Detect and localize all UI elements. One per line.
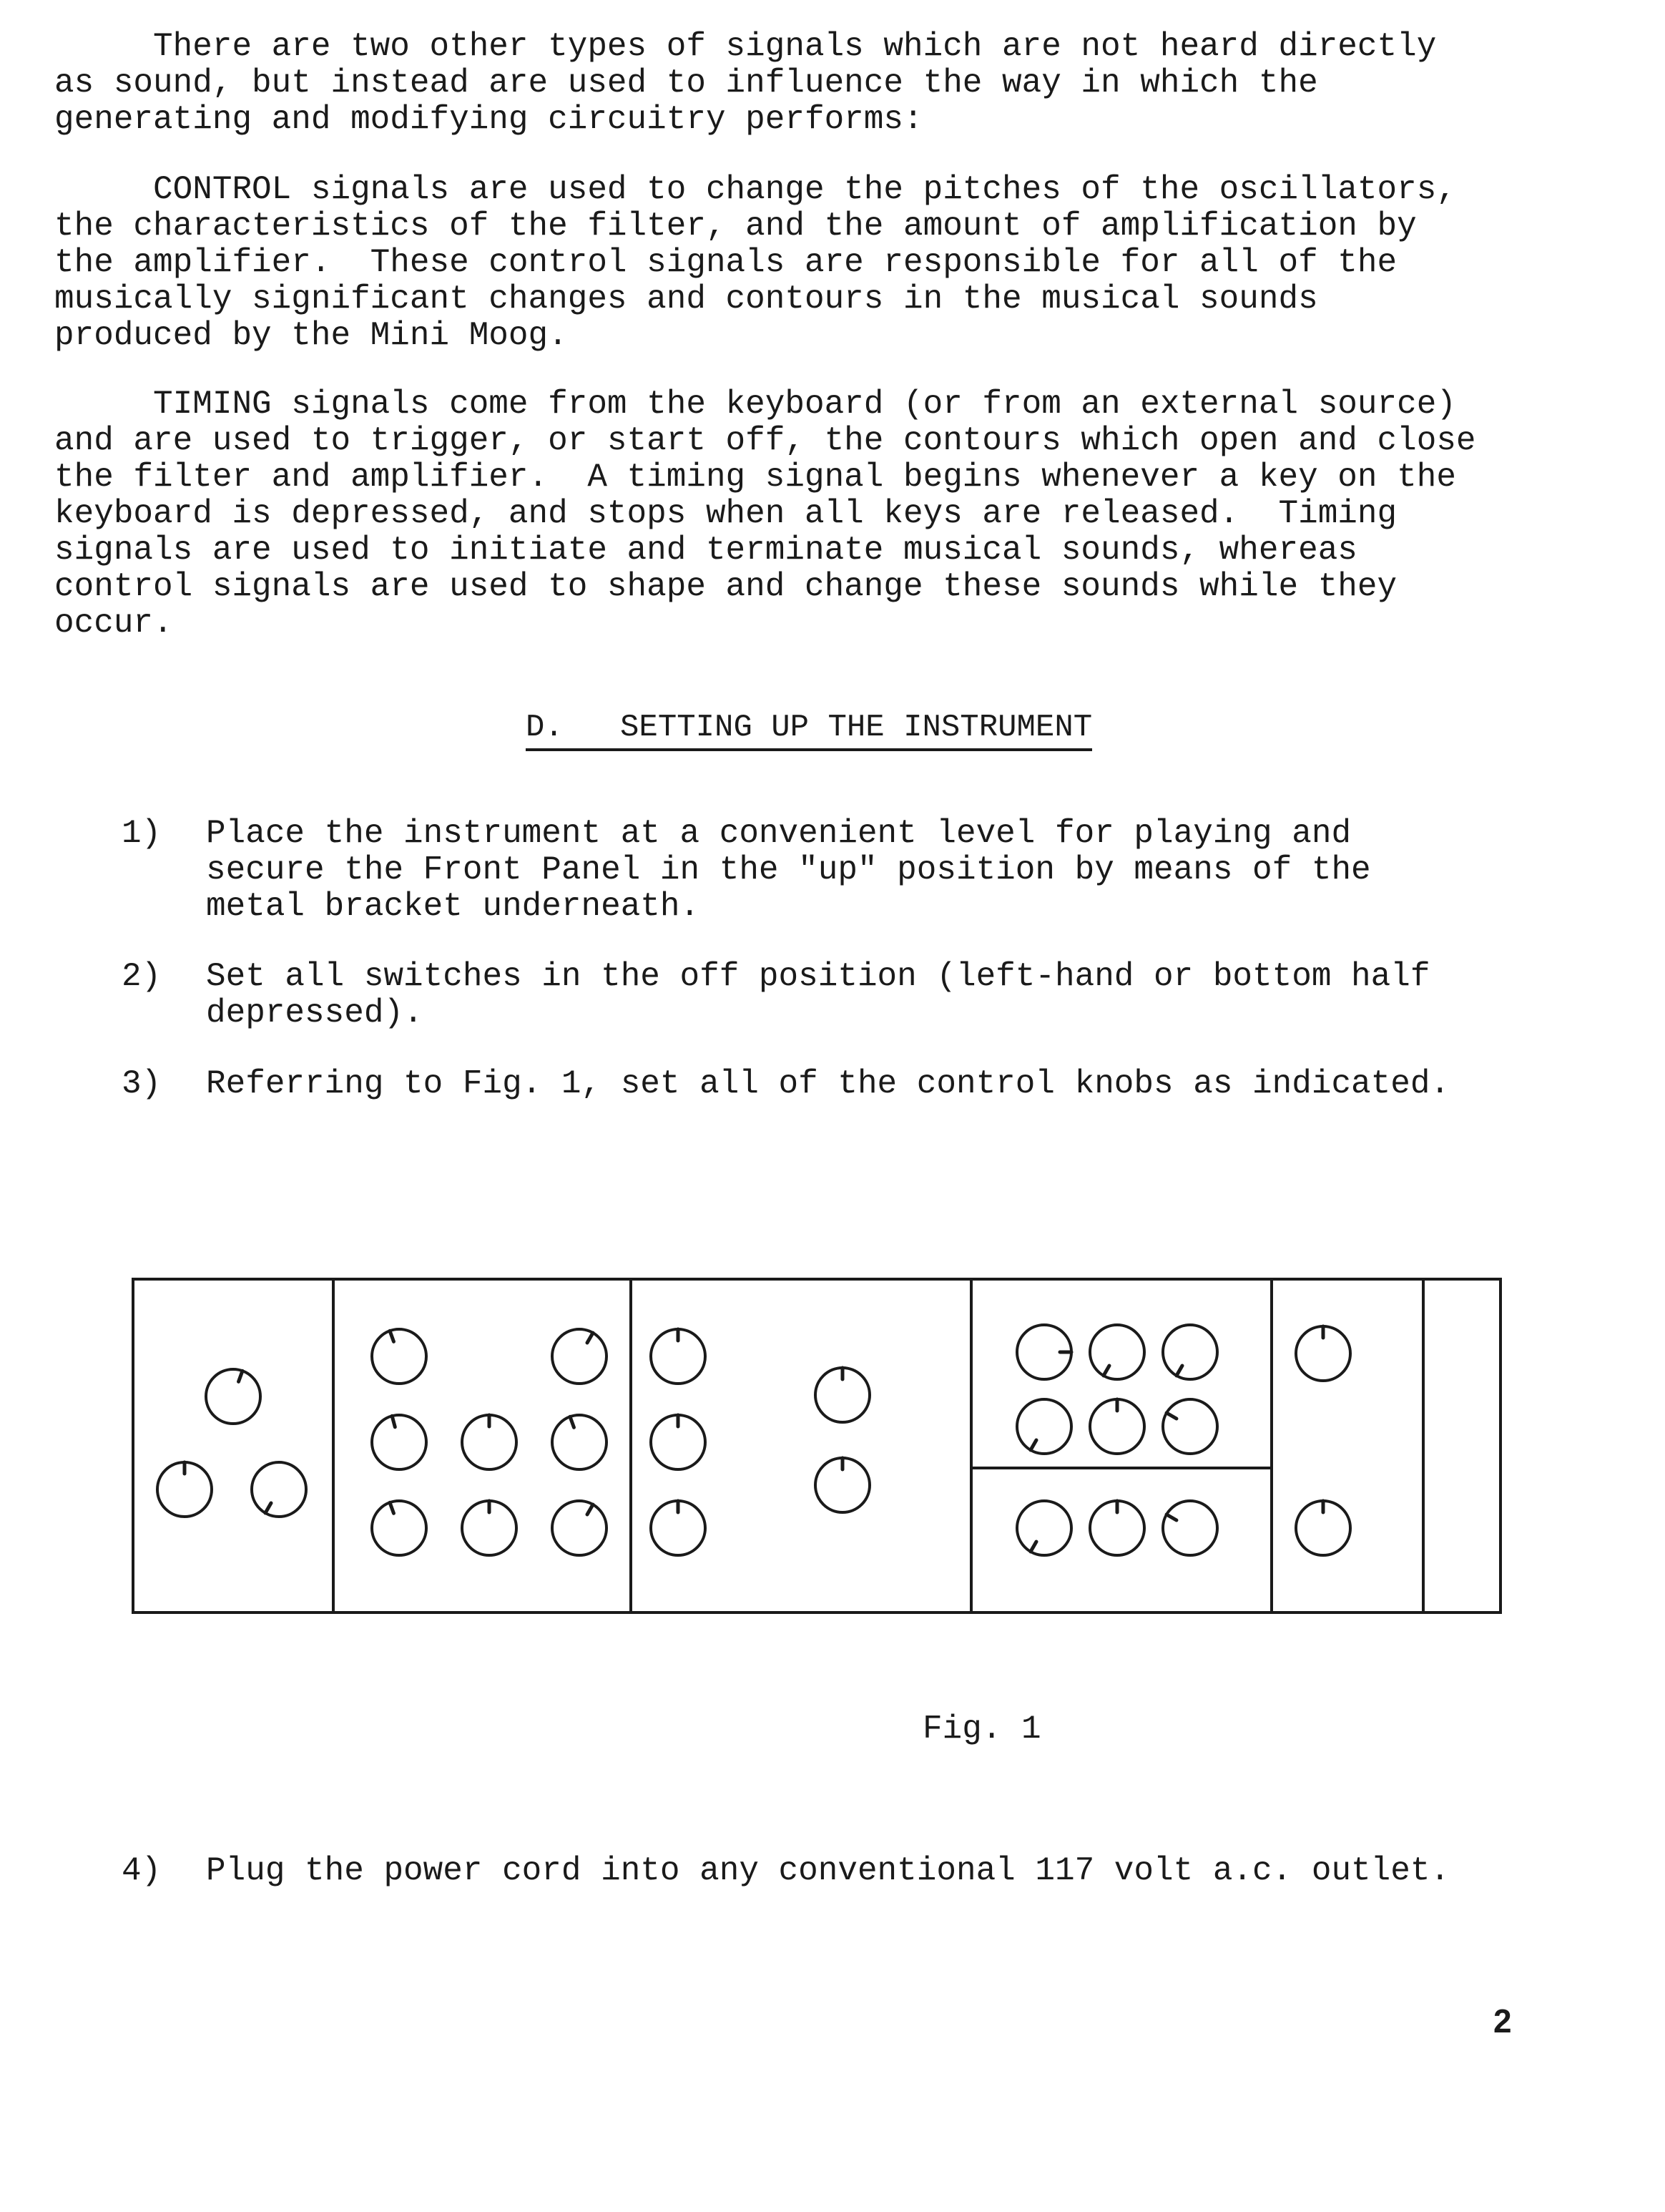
knob-pointer [570, 1416, 574, 1427]
text-line: Plug the power cord into any conventional 117 volt a.c. outlet. [206, 1852, 1450, 1889]
step-number: 3) [122, 1065, 162, 1102]
control-knob [1296, 1501, 1350, 1555]
knob-circle [372, 1329, 426, 1384]
text-line: Referring to Fig. 1, set all of the control knobs as indicated. [206, 1065, 1450, 1102]
knob-pointer [265, 1503, 271, 1513]
control-knob [1163, 1399, 1217, 1454]
knob-circle [552, 1501, 606, 1555]
control-knob [462, 1501, 516, 1555]
text-line: TIMING signals come from the keyboard (or from an external source) [54, 386, 1456, 423]
knob-circle [1163, 1399, 1217, 1454]
knob-circle [1017, 1501, 1071, 1555]
knob-circle [206, 1369, 260, 1424]
knob-pointer [392, 1416, 395, 1426]
step-number: 1) [122, 815, 162, 852]
control-knob [651, 1501, 705, 1555]
figure-caption: Fig. 1 [923, 1711, 1041, 1748]
text-line: There are two other types of signals which are not heard directly [54, 28, 1437, 65]
text-line: control signals are used to shape and change these sounds while they [54, 568, 1398, 605]
knob-circle [1090, 1325, 1144, 1379]
control-knob [372, 1501, 426, 1555]
knob-circle [372, 1415, 426, 1469]
control-knob [252, 1462, 306, 1517]
text-line: keyboard is depressed, and stops when all keys are released. Timing [54, 495, 1398, 532]
knob-pointer [1104, 1366, 1109, 1376]
knob-pointer [1167, 1514, 1177, 1520]
control-knob [815, 1458, 870, 1512]
knob-pointer [587, 1333, 593, 1343]
control-knob [1090, 1399, 1144, 1454]
text-line: Set all switches in the off position (left-hand or bottom half [206, 958, 1430, 995]
control-knob [651, 1329, 705, 1384]
text-line: the amplifier. These control signals are responsible for all of the [54, 244, 1398, 281]
control-knob [1163, 1501, 1217, 1555]
knob-circle [552, 1415, 606, 1469]
control-knob [206, 1369, 260, 1424]
text-line: produced by the Mini Moog. [54, 317, 568, 354]
text-line: metal bracket underneath. [206, 888, 700, 925]
knob-pointer [239, 1371, 242, 1381]
knob-pointer [587, 1504, 593, 1514]
step-number: 2) [122, 958, 162, 995]
control-knob [1017, 1501, 1071, 1555]
text-line: signals are used to initiate and terminate musical sounds, whereas [54, 532, 1357, 569]
knob-pointer [1177, 1366, 1182, 1376]
knob-pointer [390, 1502, 393, 1513]
control-knob [1163, 1325, 1217, 1379]
text-line: musically significant changes and contours in the musical sounds [54, 280, 1318, 318]
control-knob [651, 1415, 705, 1469]
knob-circle [1017, 1399, 1071, 1454]
knob-pointer [1031, 1542, 1036, 1552]
control-knob [552, 1501, 606, 1555]
text-line: CONTROL signals are used to change the pitches of the oscillators, [54, 171, 1456, 208]
knob-pointer [390, 1331, 393, 1341]
text-line: generating and modifying circuitry performs: [54, 101, 923, 138]
text-line: occur. [54, 605, 173, 642]
knob-circle [1163, 1501, 1217, 1555]
text-line: secure the Front Panel in the "up" position by means of the [206, 851, 1371, 889]
control-knob [157, 1462, 212, 1517]
text-line: as sound, but instead are used to influence the way in which the [54, 64, 1318, 102]
knob-circle [252, 1462, 306, 1517]
control-knob [1296, 1326, 1350, 1381]
control-knob [372, 1329, 426, 1384]
knob-pointer [1167, 1413, 1177, 1419]
text-line: and are used to trigger, or start off, the contours which open and close [54, 422, 1476, 459]
control-knob [1090, 1501, 1144, 1555]
control-knob [552, 1329, 606, 1384]
text-line: the characteristics of the filter, and the amount of amplification by [54, 207, 1417, 245]
control-knob [552, 1415, 606, 1469]
control-knob [815, 1368, 870, 1422]
text-line: Place the instrument at a convenient level for playing and [206, 815, 1352, 852]
step-number: 4) [122, 1852, 162, 1889]
knob-circle [1163, 1325, 1217, 1379]
control-knob [1017, 1325, 1071, 1379]
control-knob [1017, 1399, 1071, 1454]
control-knob [462, 1415, 516, 1469]
knob-circle [552, 1329, 606, 1384]
knob-circle [372, 1501, 426, 1555]
control-knob [1090, 1325, 1144, 1379]
page-number: 2 [1493, 2002, 1512, 2040]
control-knob [372, 1415, 426, 1469]
text-line: the filter and amplifier. A timing signal begins whenever a key on the [54, 459, 1456, 496]
front-panel-outline [133, 1279, 1501, 1612]
knob-pointer [1031, 1440, 1036, 1450]
text-line: depressed). [206, 994, 423, 1032]
section-heading: D. SETTING UP THE INSTRUMENT [526, 710, 1092, 751]
